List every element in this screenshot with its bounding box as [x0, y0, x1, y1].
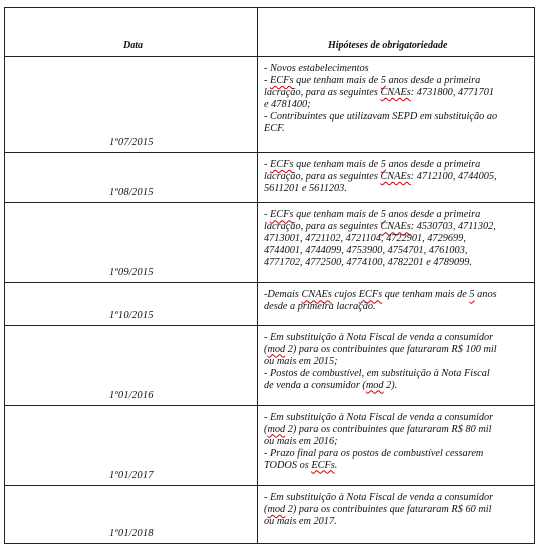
- hypothesis-line: 4771702, 4772500, 4774100, 4782201 e 4789099.: [264, 257, 473, 269]
- hypothesis-line: - ECFs que tenham mais de 5 anos desde a primeira: [264, 75, 481, 86]
- hypothesis-line: ou mais em 2017.: [264, 515, 337, 527]
- hypothesis-line: 4713001, 4721102, 4721104, 4722901, 4729699,: [264, 233, 466, 245]
- table-row: [5, 485, 535, 543]
- hypothesis-line: ECF.: [264, 123, 285, 134]
- hypothesis-line: - Novos estabelecimentos: [264, 63, 369, 74]
- table-row: [5, 325, 535, 405]
- date-value: 1º01/2017: [109, 469, 154, 481]
- hypothesis-line: (mod 2) para os contribuintes que faturaram R$ 100 mil: [264, 343, 497, 355]
- hypothesis-line: lacração, para as seguintes CNAEs: 4712100, 4744005,: [264, 171, 497, 183]
- table-header-row: [5, 8, 535, 57]
- table-row: [5, 405, 535, 485]
- date-cell: [5, 153, 258, 203]
- date-cell: [5, 485, 258, 543]
- hypothesis-cell: [258, 485, 535, 543]
- hypothesis-line: - ECFs que tenham mais de 5 anos desde a primeira: [264, 159, 481, 171]
- hypothesis-line: 5611201 e 5611203.: [264, 183, 347, 195]
- date-value: 1º01/2018: [109, 528, 154, 539]
- date-value: 1º09/2015: [109, 267, 154, 279]
- date-value: 1º10/2015: [109, 309, 154, 321]
- table-body: [5, 57, 535, 544]
- hypothesis-cell: [258, 325, 535, 405]
- hypothesis-cell: [258, 283, 535, 325]
- hypothesis-line: - Contribuintes que utilizavam SEPD em substituição ao: [264, 111, 498, 122]
- hypothesis-line: - Postos de combustível, em substituição à Nota Fiscal: [264, 367, 490, 379]
- hypothesis-line: - ECFs que tenham mais de 5 anos desde a primeira: [264, 209, 481, 221]
- date-cell: [5, 405, 258, 485]
- hypothesis-line: -Demais CNAEs cujos ECFs que tenham mais de 5 anos: [264, 289, 497, 301]
- hypothesis-cell: [258, 405, 535, 485]
- date-value: 1º07/2015: [109, 137, 154, 149]
- hypothesis-line: de venda a consumidor (mod 2).: [264, 379, 398, 391]
- date-value: 1º01/2016: [109, 389, 154, 401]
- table-row: [5, 203, 535, 283]
- table-row: [5, 283, 535, 325]
- hypothesis-line: lacração, para as seguintes CNAEs: 4530703, 4711302,: [264, 221, 496, 233]
- hypothesis-line: (mod 2) para os contribuintes que faturaram R$ 60 mil: [264, 503, 492, 515]
- hypothesis-cell: [258, 203, 535, 283]
- hypothesis-line: ou mais em 2016;: [264, 435, 338, 447]
- hypothesis-line: ou mais em 2015;: [264, 355, 338, 367]
- hypothesis-line: lacração, para as seguintes CNAEs: 4731800, 4771701: [264, 87, 495, 98]
- date-value: 1º08/2015: [109, 187, 154, 199]
- hypothesis-line: e 4781400;: [264, 99, 311, 110]
- hypothesis-line: 4744001, 4744099, 4753900, 4754701, 4761003,: [264, 245, 468, 257]
- hypothesis-line: desde a primeira lacração.: [264, 301, 376, 313]
- hypothesis-line: - Prazo final para os postos de combustível cessarem: [264, 447, 484, 459]
- date-cell: [5, 325, 258, 405]
- date-column-header: [5, 8, 258, 57]
- hypothesis-line: TODOS os ECFs.: [264, 459, 338, 471]
- hypothesis-cell: [258, 153, 535, 203]
- hypothesis-line: (mod 2) para os contribuintes que faturaram R$ 80 mil: [264, 423, 492, 435]
- date-cell: [5, 203, 258, 283]
- hypothesis-header-label: Hipóteses de obrigatoriedade: [328, 40, 448, 51]
- obligation-schedule-table: [4, 7, 535, 544]
- table-row: [5, 57, 535, 153]
- hypothesis-cell: [258, 57, 535, 153]
- hypothesis-column-header: [258, 8, 535, 57]
- hypothesis-line: - Em substituição à Nota Fiscal de venda a consumidor: [264, 491, 494, 503]
- table-row: [5, 153, 535, 203]
- date-cell: [5, 57, 258, 153]
- hypothesis-line: - Em substituição à Nota Fiscal de venda a consumidor: [264, 331, 494, 343]
- date-header-label: Data: [123, 40, 143, 51]
- date-cell: [5, 283, 258, 325]
- hypothesis-line: - Em substituição à Nota Fiscal de venda a consumidor: [264, 411, 494, 423]
